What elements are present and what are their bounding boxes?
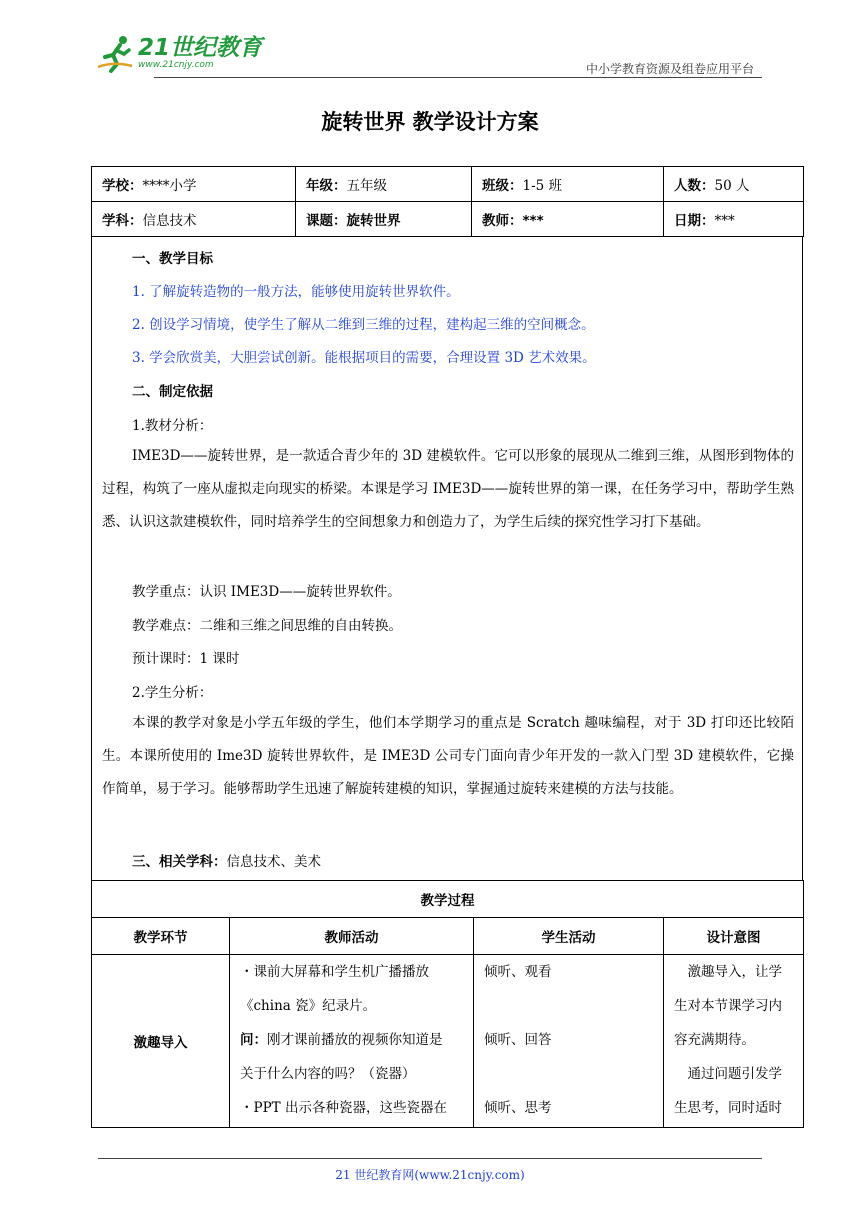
- student-analysis: 本课的教学对象是小学五年级的学生，他们本学期学习的重点是 Scratch 趣味编程，对于 3D 打印还比较陌生。本课所使用的 Ime3D 旋转世界软件，是 IME3D 公司专门面向青少年开发的一款入门型 3D 建模软件，它操作简单，易于学习。能够帮助学生迅速了解旋转建模的知识，掌握通过旋转来建模的方法与技能。: [102, 715, 794, 797]
- estimated-hours: 预计课时：1 课时: [132, 651, 240, 667]
- student-activity-cell: 倾听、观看 倾听、回答 倾听、思考: [474, 955, 664, 1128]
- date-value: ***: [714, 213, 735, 229]
- subject-value: 信息技术: [142, 213, 197, 229]
- teacher-activity-cell: ・课前大屏幕和学生机广播播放 《china 瓷》纪录片。 问：刚才课前播放的视频你知道是 关于什么内容的吗？（瓷器） ・PPT 出示各种瓷器，这些瓷器在: [230, 955, 474, 1128]
- goal-item: 1. 了解旋转造物的一般方法，能够使用旋转世界软件。: [132, 284, 460, 300]
- topic-cell: 课题：旋转世界: [296, 202, 472, 237]
- teacher-cell: 教师：***: [472, 202, 664, 237]
- info-row-1: [92, 167, 804, 202]
- logo-url: www.21cnjy.com: [138, 60, 214, 70]
- footer-divider: [98, 1158, 762, 1159]
- header-divider: [154, 77, 762, 78]
- info-row-2: [92, 202, 804, 237]
- material-analysis: IME3D——旋转世界，是一款适合青少年的 3D 建模软件。它可以形象的展现从二维到三维，从图形到物体的过程，构筑了一座从虚拟走向现实的桥梁。本课是学习 IME3D——旋转世界的第一课，在任务学习中，帮助学生熟悉、认识这款建模软件，同时培养学生的空间想象力和创造力了，为学生后续的探究性学习打下基础。: [102, 448, 794, 530]
- goal-item: 3. 学会欣赏美，大胆尝试创新。能根据项目的需要，合理设置 3D 艺术效果。: [132, 350, 596, 366]
- count-cell: 人数：50 人: [664, 167, 804, 202]
- column-header: 教师活动: [230, 918, 474, 955]
- design-body: [91, 237, 803, 881]
- design-intent-cell: 激趣导入，让学 生对本节课学习内 容充满期待。 通过问题引发学 生思考，同时适时: [664, 955, 804, 1128]
- subheading-material: 1.教材分析：: [132, 418, 213, 434]
- process-row: [92, 955, 804, 1128]
- school-value: ****小学: [142, 178, 197, 194]
- section-heading-goals: 一、教学目标: [132, 251, 213, 267]
- teaching-difficulty: 教学难点：二维和三维之间思维的自由转换。: [132, 618, 402, 634]
- count-value: 50 人: [714, 178, 750, 194]
- document-title: 旋转世界 教学设计方案: [321, 110, 539, 134]
- subheading-students: 2.学生分析：: [132, 685, 213, 701]
- process-table: [91, 880, 804, 1128]
- subject-cell: 学科：信息技术: [92, 202, 296, 237]
- logo-title: 21世纪教育: [138, 35, 263, 61]
- info-table: [91, 166, 804, 237]
- runner-icon: [96, 33, 136, 73]
- process-header-row: [92, 918, 804, 955]
- stage-cell: 激趣导入: [92, 955, 230, 1128]
- column-header: 学生活动: [474, 918, 664, 955]
- topic-value: 旋转世界: [346, 213, 401, 229]
- footer-source: 21 世纪教育网(www.21cnjy.com): [335, 1168, 525, 1182]
- goal-item: 2. 创设学习情境，使学生了解从二维到三维的过程，建构起三维的空间概念。: [132, 317, 595, 333]
- teacher-value: ***: [522, 213, 544, 229]
- process-title-row: [92, 881, 804, 918]
- section-heading-basis: 二、制定依据: [132, 384, 213, 400]
- school-cell: 学校：****小学: [92, 167, 296, 202]
- site-logo: [96, 32, 262, 74]
- teaching-key-point: 教学重点：认识 IME3D——旋转世界软件。: [132, 584, 401, 600]
- column-header: 设计意图: [664, 918, 804, 955]
- grade-value: 五年级: [346, 178, 387, 194]
- class-cell: 班级：1-5 班: [472, 167, 664, 202]
- process-title: 教学过程: [92, 881, 804, 918]
- column-header: 教学环节: [92, 918, 230, 955]
- date-cell: 日期：***: [664, 202, 804, 237]
- grade-cell: 年级：五年级: [296, 167, 472, 202]
- page-header: [96, 28, 762, 78]
- class-value: 1-5 班: [522, 178, 563, 194]
- platform-tagline: 中小学教育资源及组卷应用平台: [585, 62, 754, 76]
- related-subjects: 三、相关学科：信息技术、美术: [132, 854, 321, 870]
